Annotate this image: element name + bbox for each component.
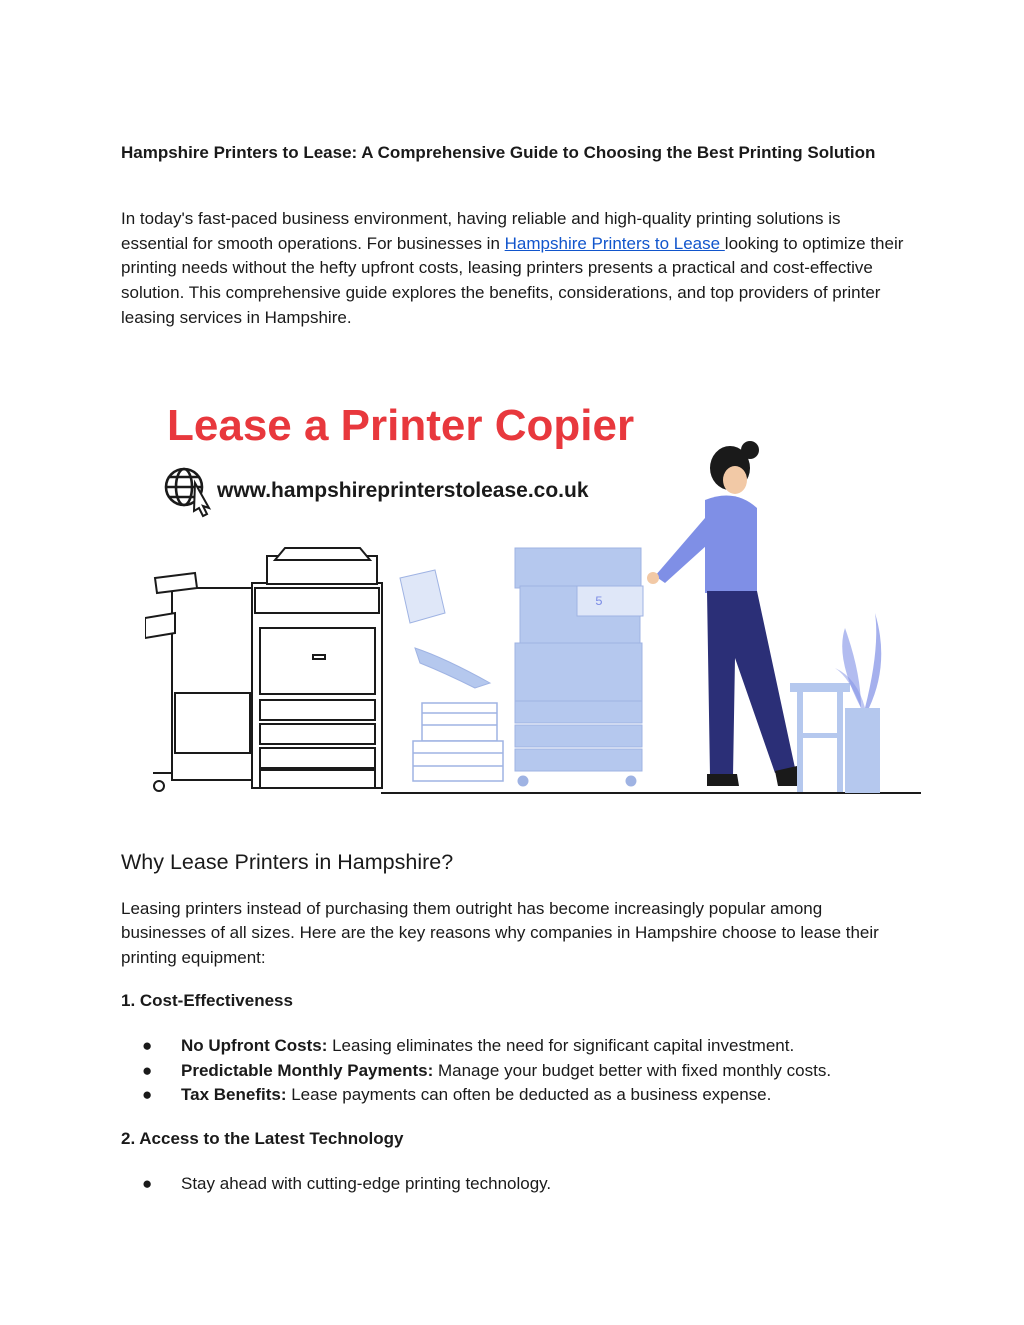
hampshire-printers-link[interactable]: Hampshire Printers to Lease [504, 233, 725, 253]
subheading-cost: 1. Cost-Effectiveness [121, 991, 293, 1010]
list-item-text: Lease payments can often be deducted as a business expense. [286, 1085, 772, 1104]
bullet-icon: ● [142, 1174, 153, 1193]
hero-url: www.hampshireprinterstolease.co.uk [217, 479, 589, 502]
list-item [121, 1083, 831, 1108]
bullet-icon: ● [142, 1036, 153, 1055]
list-item-bold: Predictable Monthly Payments: [181, 1060, 434, 1080]
intro-text-before: In today's fast-paced business environment, having reliable and high-quality printing solutions is essential for smooth operations. For businesses in [121, 209, 841, 253]
intro-paragraph [121, 207, 911, 331]
stool-plant-drawing [790, 613, 881, 793]
flying-paper-drawing [400, 570, 445, 623]
list-item [121, 1059, 831, 1084]
intro-text-after: looking to optimize their printing needs without the hefty upfront costs, leasing printers presents a practical and cost-effective solution. This comprehensive guide explores the benefits, considerations, and top providers of printer leasing services in Hampshire. [121, 233, 904, 327]
subheading-technology: 2. Access to the Latest Technology [121, 1129, 404, 1148]
section-heading: Why Lease Printers in Hampshire? [121, 850, 454, 874]
hero-illustration [145, 388, 921, 803]
woman-figure-drawing [647, 441, 803, 786]
list-item-bold: No Upfront Costs: [181, 1036, 328, 1055]
list-item-text: Stay ahead with cutting-edge printing technology. [181, 1174, 552, 1193]
flying-paper-blue-drawing [415, 648, 490, 688]
hero-headline: Lease a Printer Copier [167, 401, 635, 450]
section-paragraph: Leasing printers instead of purchasing them outright has become increasingly popular among businesses of all sizes. Here are the key reasons why companies in Hampshire choose to lease their printing equipment: [121, 899, 879, 967]
bullet-icon: ● [142, 1085, 153, 1104]
document-title: Hampshire Printers to Lease: A Comprehensive Guide to Choosing the Best Printing Solution [121, 143, 876, 162]
list-item-text: Manage your budget better with fixed monthly costs. [433, 1060, 832, 1080]
list-item [121, 1034, 831, 1059]
blue-copier-drawing [515, 548, 643, 786]
list-item-text: Leasing eliminates the need for significant capital investment. [327, 1036, 795, 1055]
list-item-bold: Tax Benefits: [181, 1085, 287, 1104]
list-item [121, 1172, 551, 1197]
technology-list [121, 1172, 551, 1197]
copier-display: 5 [595, 594, 603, 609]
bullet-icon: ● [142, 1060, 153, 1080]
cost-benefits-list [121, 1034, 831, 1108]
paper-stack-drawing [413, 703, 503, 781]
